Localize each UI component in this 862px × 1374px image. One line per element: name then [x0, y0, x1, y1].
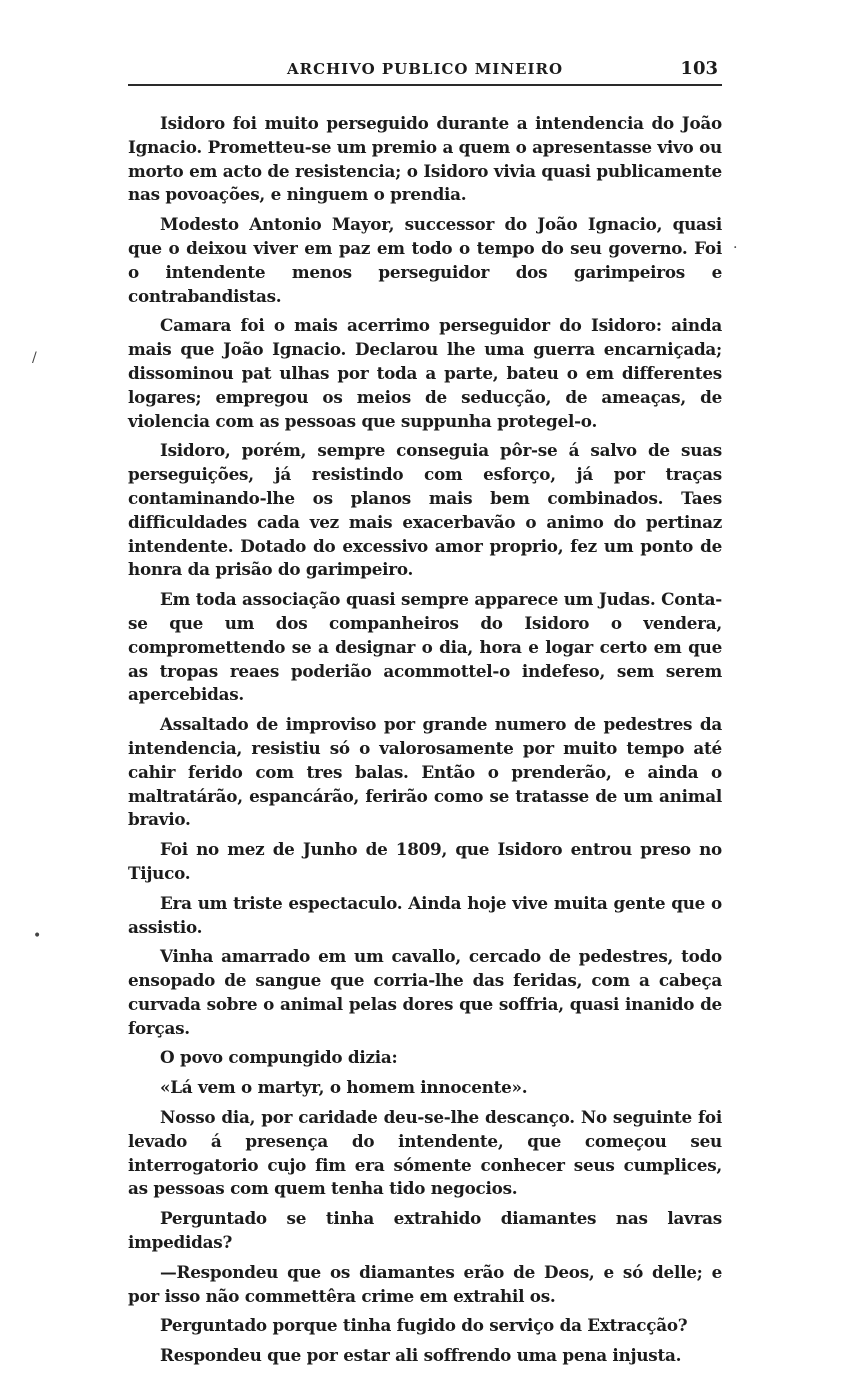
paragraph: Camara foi o mais acerrimo perseguidor do Isidoro: ainda mais que João Ignacio. Declarou lhe uma guerra encarniçada; dissominou pat ulhas por toda a parte, bateu o em differentes logares; empregou os meios de seducção, de ameaças, de violencia com as pessoas que suppunha protegel-o. — [128, 315, 722, 431]
paragraph: —Respondeu que os diamantes erão de Deos, e só delle; e por isso não commettêra crime em extrahil os. — [128, 1261, 722, 1306]
margin-mark: / — [32, 350, 37, 366]
paragraph: Isidoro foi muito perseguido durante a intendencia do João Ignacio. Prometteu-se um premio a quem o apresentasse vivo ou morto em acto de resistencia; o Isidoro vivia quasi publicamente nas povoações, e ninguem o prendia. — [128, 113, 722, 205]
running-title: ARCHIVO PUBLICO MINEIRO — [286, 60, 564, 78]
paragraph: Perguntado se tinha extrahido diamantes nas lavras impedidas? — [128, 1208, 722, 1253]
body-text — [128, 112, 722, 1368]
page-number: 103 — [680, 58, 718, 79]
paragraph: Modesto Antonio Mayor, successor do João Ignacio, quasi que o deixou viver em paz em todo o tempo do seu governo. Foi o intendente menos perseguidor dos garimpeiros e contrabandistas. — [128, 214, 722, 306]
margin-dot: • — [33, 928, 42, 944]
paragraph: Foi no mez de Junho de 1809, que Isidoro entrou preso no Tijuco. — [128, 839, 722, 883]
paragraph: Perguntado porque tinha fugido do serviço da Extracção? — [160, 1315, 688, 1336]
running-header — [128, 58, 722, 86]
paragraph: Vinha amarrado em um cavallo, cercado de pedestres, todo ensopado de sangue que corria-lhe das feridas, com a cabeça curvada sobre o animal pelas dores que soffria, quasi inanido de forças. — [128, 946, 722, 1038]
paragraph: Nosso dia, por caridade deu-se-lhe descanço. No seguinte foi levado á presença do intendente, que começou seu interrogatorio cujo fim era sómente conhecer seus cumplices, as pessoas com quem tenha tido negocios. — [128, 1107, 722, 1199]
quotation: «Lá vem o martyr, o homem innocente». — [160, 1077, 528, 1098]
paragraph: Assaltado de improviso por grande numero de pedestres da intendencia, resistiu só o valorosamente por muito tempo até cahir ferido com tres balas. Então o prenderão, e ainda o maltratárão, espancárão, ferirão como se tratasse de um animal bravio. — [128, 714, 722, 830]
document-page — [128, 58, 722, 1374]
paragraph: Em toda associação quasi sempre apparece um Judas. Conta-se que um dos companheiros do Isidoro o vendera, compromettendo se a designar o dia, hora e logar certo em que as tropas reaes poderião acommottel-o indefeso, sem serem apercebidas. — [128, 589, 722, 705]
paragraph: Isidoro, porém, sempre conseguia pôr-se á salvo de suas perseguições, já resistindo com esforço, já por traças contaminando-lhe os planos mais bem combinados. Taes difficuldades cada vez mais exacerbavão o animo do pertinaz intendente. Dotado do excessivo amor proprio, fez um ponto de honra da prisão do garimpeiro. — [128, 440, 722, 580]
margin-dot: . — [733, 236, 738, 252]
paragraph: O povo compungido dizia: — [160, 1047, 398, 1068]
paragraph: Respondeu que por estar ali soffrendo uma pena injusta. — [160, 1345, 682, 1366]
paragraph: Era um triste espectaculo. Ainda hoje vive muita gente que o assistio. — [128, 892, 722, 937]
